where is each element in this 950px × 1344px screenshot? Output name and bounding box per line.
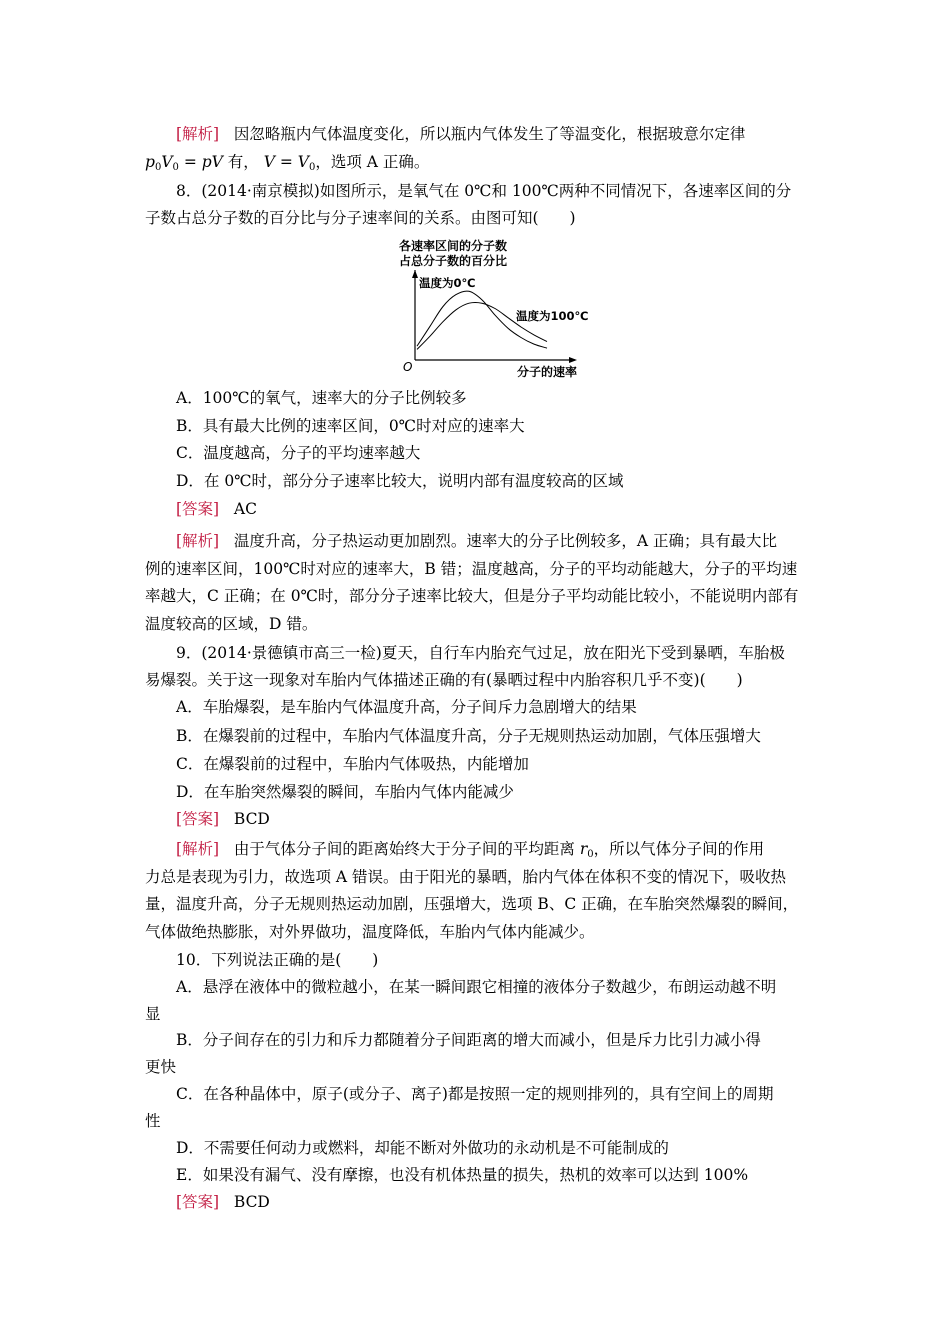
q9-analysis-text-1b: ，所以气体分子间的作用 bbox=[593, 840, 765, 858]
q9-answer: BCD bbox=[233, 810, 270, 828]
q8-option-b: B．具有最大比例的速率区间，0℃时对应的速率大 bbox=[176, 417, 525, 435]
q10-answer-line bbox=[176, 1192, 841, 1212]
answer-tag: [答案] bbox=[176, 810, 220, 828]
q7-analysis-line bbox=[176, 124, 841, 144]
series-0c-label: 温度为0℃ bbox=[419, 276, 476, 290]
analysis-tag: [解析] bbox=[176, 125, 220, 143]
q10-option-a-line-2: 显 bbox=[145, 1005, 161, 1023]
q7-analysis-text: 因忽略瓶内气体温度变化，所以瓶内气体发生了等温变化，根据玻意尔定律 bbox=[233, 125, 746, 143]
speed-distribution-chart bbox=[385, 234, 595, 382]
q7-analysis-line-2: $p_0V_0$ = pV 有， $V = V_0$，选项 A 正确。 bbox=[145, 153, 430, 173]
q8-analysis-line-4: 温度较高的区域，D 错。 bbox=[145, 615, 318, 633]
q10-option-c-line-2: 性 bbox=[145, 1112, 161, 1130]
q10-option-a-line-1: A．悬浮在液体中的微粒越小，在某一瞬间跟它相撞的液体分子数越少，布朗运动越不明 bbox=[176, 978, 777, 996]
q8-analysis-line-1 bbox=[176, 531, 841, 551]
chart-ylabel-line-2: 占总分子数的百分比 bbox=[399, 254, 508, 268]
q9-option-a: A．车胎爆裂，是车胎内气体温度升高，分子间斥力急剧增大的结果 bbox=[176, 698, 637, 716]
q8-stem-line-2: 子数占总分子数的百分比与分子速率间的关系。由图可知( ) bbox=[145, 209, 576, 227]
q9-stem-line-2: 易爆裂。关于这一现象对车胎内气体描述正确的有(暴晒过程中内胎容积几乎不变)( ) bbox=[145, 671, 743, 689]
chart-x-arrow bbox=[569, 357, 577, 363]
q8-answer: AC bbox=[233, 500, 257, 518]
q9-stem-line-1: 9．(2014·景德镇市高三一检)夏天，自行车内胎充气过足，放在阳光下受到暴晒，车胎极 bbox=[176, 644, 785, 662]
q9-analysis-line-2: 力总是表现为引力，故选项 A 错误。由于阳光的暴晒，胎内气体在体积不变的情况下，吸收热 bbox=[145, 868, 787, 886]
q8-option-d: D．在 0℃时，部分分子速率比较大，说明内部有温度较高的区域 bbox=[176, 472, 624, 490]
chart-xlabel: 分子的速率 bbox=[517, 365, 578, 379]
q10-option-b-line-1: B．分子间存在的引力和斥力都随着分子间距离的增大而减小，但是斥力比引力减小得 bbox=[176, 1031, 761, 1049]
q8-analysis-line-3: 率越大，C 正确；在 0℃时，部分分子速率比较大，但是分子平均动能比较小，不能说明内部有 bbox=[145, 587, 799, 605]
q10-stem: 10．下列说法正确的是( ) bbox=[176, 951, 379, 969]
q7-analysis-mid: 有， bbox=[227, 153, 259, 171]
q9-analysis-line-1: [解析] 由于气体分子间的距离始终大于分子间的平均距离 $r_0$，所以气体分子间的作用 bbox=[176, 840, 765, 860]
q8-analysis-text-1: 温度升高，分子热运动更加剧烈。速率大的分子比例较多，A 正确；具有最大比 bbox=[233, 532, 778, 550]
q10-answer: BCD bbox=[233, 1193, 270, 1211]
analysis-tag: [解析] bbox=[176, 840, 220, 858]
q7-analysis-end: ，选项 A 正确。 bbox=[315, 153, 430, 171]
q8-answer-line bbox=[176, 499, 841, 519]
q9-option-b: B．在爆裂前的过程中，车胎内气体温度升高，分子无规则热运动加剧，气体压强增大 bbox=[176, 727, 761, 745]
analysis-tag: [解析] bbox=[176, 532, 220, 550]
q9-analysis-line-4: 气体做绝热膨胀，对外界做功，温度降低，车胎内气体内能减少。 bbox=[145, 923, 595, 941]
q8-analysis-line-2: 例的速率区间，100℃时对应的速率大，B 错；温度越高，分子的平均动能越大，分子的平均速 bbox=[145, 560, 798, 578]
q9-analysis-line-3: 量，温度升高，分子无规则热运动加剧，压强增大，选项 B、C 正确，在车胎突然爆裂的瞬间， bbox=[145, 895, 799, 913]
answer-tag: [答案] bbox=[176, 1193, 220, 1211]
q10-option-c-line-1: C．在各种晶体中，原子(或分子、离子)都是按照一定的规则排列的，具有空间上的周期 bbox=[176, 1085, 774, 1103]
q10-option-b-line-2: 更快 bbox=[145, 1058, 177, 1076]
q9-option-d: D．在车胎突然爆裂的瞬间，车胎内气体内能减少 bbox=[176, 783, 514, 801]
series-100c-label: 温度为100℃ bbox=[516, 309, 589, 323]
q9-option-c: C．在爆裂前的过程中，车胎内气体吸热，内能增加 bbox=[176, 755, 529, 773]
q10-option-e: E．如果没有漏气、没有摩擦，也没有机体热量的损失，热机的效率可以达到 100% bbox=[176, 1166, 749, 1184]
q9-answer-line bbox=[176, 809, 841, 829]
chart-origin-label: O bbox=[403, 360, 413, 374]
chart-ylabel-line-1: 各速率区间的分子数 bbox=[399, 239, 508, 253]
q8-option-c: C．温度越高，分子的平均速率越大 bbox=[176, 444, 421, 462]
answer-tag: [答案] bbox=[176, 500, 220, 518]
q9-analysis-text-1a: 由于气体分子间的距离始终大于分子间的平均距离 bbox=[233, 840, 575, 858]
q8-option-a: A．100℃的氧气，速率大的分子比例较多 bbox=[176, 389, 467, 407]
chart-y-arrow bbox=[412, 270, 418, 278]
q8-stem-line-1: 8．(2014·南京模拟)如图所示，是氧气在 0℃和 100℃两种不同情况下，各速率区间的分 bbox=[176, 182, 792, 200]
q10-option-d: D．不需要任何动力或燃料，却能不断对外做功的永动机是不可能制成的 bbox=[176, 1139, 669, 1157]
